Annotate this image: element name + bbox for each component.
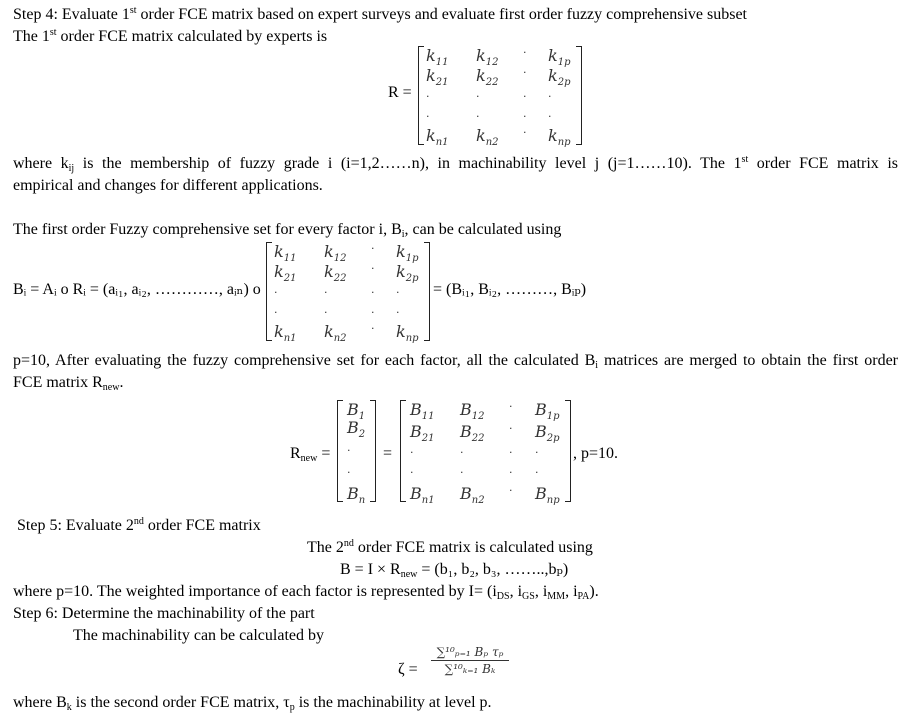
entry-subscript: 1p bbox=[557, 57, 571, 68]
matrix-r-entry bbox=[548, 126, 571, 148]
matrix-b-entry: · bbox=[509, 466, 513, 479]
left-bracket bbox=[400, 400, 406, 502]
subscript: MM bbox=[547, 591, 566, 602]
entry-subscript: np bbox=[546, 495, 560, 506]
matrix-b-entry: · bbox=[535, 446, 539, 459]
entry-subscript: 1 bbox=[358, 411, 366, 422]
where-kij-line2: empirical and changes for different applications. bbox=[13, 177, 323, 194]
entry-subscript: 2p bbox=[557, 77, 571, 88]
matrix-r-entry: · bbox=[523, 46, 527, 59]
fraction-bar bbox=[431, 660, 509, 661]
matrix-b-entry bbox=[535, 484, 560, 506]
matrix-r-entry: · bbox=[548, 110, 552, 123]
matrix-r-repeat-entry bbox=[396, 262, 418, 284]
entry-symbol: k bbox=[324, 242, 334, 261]
text: B = I × R bbox=[340, 561, 401, 578]
matrix-b-column-entry: · bbox=[347, 444, 351, 457]
text: The 1 bbox=[13, 28, 50, 45]
entry-symbol: k bbox=[274, 262, 284, 281]
fraction-denominator: ∑¹⁰ₖ₌₁ Bₖ bbox=[444, 662, 496, 676]
entry-symbol: B bbox=[535, 400, 547, 419]
matrix-b-entry bbox=[410, 400, 435, 422]
matrix-b-entry: · bbox=[410, 466, 414, 479]
equals-sign: = bbox=[383, 445, 393, 462]
right-bracket bbox=[576, 46, 582, 145]
entry-symbol: k bbox=[324, 322, 334, 341]
text: where k bbox=[13, 155, 69, 172]
entry-subscript: 2p bbox=[405, 273, 419, 284]
right-bracket bbox=[424, 242, 430, 341]
matrix-r-repeat-entry bbox=[274, 262, 296, 284]
entry-symbol: k bbox=[548, 46, 558, 65]
matrix-r-repeat-entry: · bbox=[371, 306, 375, 319]
text: is the membership of fuzzy grade i (i=1,2……n), in machinability level j (j=1……10). The 1 bbox=[74, 155, 742, 172]
superscript: nd bbox=[133, 516, 144, 527]
entry-subscript: 11 bbox=[435, 57, 449, 68]
matrix-r-entry bbox=[548, 66, 570, 88]
entry-symbol: B bbox=[535, 484, 547, 503]
bi-intro bbox=[13, 220, 561, 240]
matrix-r-repeat-entry: · bbox=[371, 242, 375, 255]
matrix-b-entry bbox=[410, 484, 435, 506]
entry-symbol: k bbox=[274, 322, 284, 341]
entry-subscript: n1 bbox=[435, 137, 449, 148]
bi-equation-left: Bᵢ = Aᵢ o Rᵢ = (aᵢ₁, aᵢ₂, …………, aᵢₙ) o bbox=[13, 281, 261, 298]
entry-symbol: k bbox=[476, 126, 486, 145]
matrix-b-entry bbox=[460, 400, 485, 422]
matrix-r-repeat-entry: · bbox=[274, 306, 278, 319]
matrix-b-entry: · bbox=[509, 484, 513, 497]
entry-symbol: B bbox=[410, 422, 422, 441]
right-bracket bbox=[370, 400, 376, 502]
matrix-r-repeat-entry: · bbox=[396, 306, 400, 319]
entry-subscript: 22 bbox=[471, 433, 485, 444]
entry-subscript: 11 bbox=[283, 253, 297, 264]
text: where B bbox=[13, 694, 67, 711]
superscript: st bbox=[49, 27, 57, 38]
matrix-r-entry: · bbox=[476, 90, 480, 103]
matrix-r-entry bbox=[476, 126, 499, 148]
text: ). bbox=[589, 583, 599, 600]
superscript: st bbox=[741, 154, 749, 165]
entry-subscript: 1p bbox=[405, 253, 419, 264]
matrix-r-repeat bbox=[266, 242, 431, 342]
matrix-b-entry: · bbox=[460, 446, 464, 459]
matrix-b-entry bbox=[535, 422, 560, 444]
matrix-r-entry bbox=[548, 46, 570, 68]
entry-symbol: k bbox=[476, 66, 486, 85]
subscript: DS bbox=[496, 591, 510, 602]
fraction-numerator: ∑¹⁰ₚ₌₁ Bₚ τₚ bbox=[436, 645, 504, 659]
matrix-r-repeat-entry: · bbox=[371, 322, 375, 335]
matrix-r-repeat-entry bbox=[324, 242, 346, 264]
matrix-r-entry bbox=[426, 126, 449, 148]
matrix-b-entry: · bbox=[410, 446, 414, 459]
matrix-b-column-entry bbox=[347, 418, 365, 440]
matrix-r-repeat-entry bbox=[324, 262, 346, 284]
step4-line2 bbox=[13, 27, 327, 47]
matrix-b-entry bbox=[460, 484, 485, 506]
superscript: nd bbox=[343, 538, 354, 549]
text: matrices are merged to obtain the first order bbox=[598, 352, 899, 369]
text: is the machinability at level p. bbox=[294, 694, 492, 711]
matrix-b-column-entry bbox=[347, 484, 365, 506]
matrix-r-entry: · bbox=[426, 90, 430, 103]
text: , i bbox=[509, 583, 523, 600]
entry-symbol: B bbox=[410, 484, 422, 503]
matrix-b-column bbox=[337, 400, 377, 506]
step6-calc: The machinability can be calculated by bbox=[73, 627, 324, 644]
matrix-r-entry bbox=[426, 46, 448, 68]
subscript: new bbox=[102, 382, 120, 393]
text: FCE matrix R bbox=[13, 374, 103, 391]
step6-where bbox=[13, 693, 492, 713]
entry-symbol: k bbox=[396, 322, 406, 341]
subscript: i bbox=[401, 229, 405, 240]
entry-subscript: n2 bbox=[471, 495, 485, 506]
matrix-r-repeat-entry: · bbox=[324, 286, 328, 299]
entry-symbol: k bbox=[548, 126, 558, 145]
text: Step 5: Evaluate 2 bbox=[17, 517, 134, 534]
entry-subscript: n1 bbox=[283, 333, 297, 344]
entry-symbol: k bbox=[426, 66, 436, 85]
step4-heading bbox=[13, 5, 747, 25]
matrix-r-entry: · bbox=[476, 110, 480, 123]
zeta-label: ζ = bbox=[398, 661, 418, 678]
matrix-r-repeat-entry bbox=[274, 242, 296, 264]
matrix-r-repeat-entry: · bbox=[274, 286, 278, 299]
matrix-r bbox=[418, 46, 583, 146]
entry-symbol: k bbox=[324, 262, 334, 281]
entry-subscript: np bbox=[557, 137, 571, 148]
matrix-r-entry bbox=[476, 46, 498, 68]
matrix-b-entry bbox=[535, 400, 560, 422]
step5-equation bbox=[340, 560, 568, 580]
step6-heading: Step 6: Determine the machinability of the part bbox=[13, 605, 315, 622]
superscript: st bbox=[129, 5, 137, 16]
matrix-b-entry bbox=[410, 422, 435, 444]
entry-symbol: B bbox=[460, 400, 472, 419]
entry-symbol: B bbox=[410, 400, 422, 419]
matrix-r-entry bbox=[476, 66, 498, 88]
matrix-b-entry: · bbox=[509, 446, 513, 459]
subscript: ij bbox=[68, 163, 75, 174]
text: order FCE matrix is calculated using bbox=[353, 539, 593, 556]
text: The first order Fuzzy comprehensive set for every factor i, B bbox=[13, 221, 402, 238]
entry-symbol: k bbox=[426, 46, 436, 65]
text: , i bbox=[565, 583, 578, 600]
zeta-fraction bbox=[429, 645, 511, 676]
step5-heading bbox=[17, 516, 261, 536]
entry-symbol: B bbox=[347, 484, 359, 503]
entry-subscript: 2p bbox=[546, 433, 560, 444]
subscript: new bbox=[300, 453, 318, 464]
left-bracket bbox=[266, 242, 272, 341]
subscript: PA bbox=[577, 591, 590, 602]
subscript: i bbox=[595, 360, 599, 371]
text: R bbox=[290, 445, 301, 462]
p10-line2 bbox=[13, 373, 123, 393]
matrix-r-repeat-entry bbox=[274, 322, 297, 344]
entry-symbol: k bbox=[396, 242, 406, 261]
subscript: k bbox=[66, 702, 72, 713]
text: , can be calculated using bbox=[404, 221, 562, 238]
matrix-r-repeat-entry: · bbox=[324, 306, 328, 319]
entry-subscript: 2 bbox=[358, 429, 366, 440]
text: p=10, After evaluating the fuzzy comprehensive set for each factor, all the calculated B bbox=[13, 352, 596, 369]
text: where p=10. The weighted importance of each factor is represented by I= (i bbox=[13, 583, 497, 600]
entry-symbol: k bbox=[426, 126, 436, 145]
entry-subscript: 1p bbox=[546, 411, 560, 422]
entry-subscript: n1 bbox=[421, 495, 435, 506]
entry-symbol: k bbox=[476, 46, 486, 65]
text: The 2 bbox=[307, 539, 344, 556]
entry-subscript: 12 bbox=[471, 411, 485, 422]
subscript: p bbox=[289, 702, 295, 713]
entry-subscript: n bbox=[358, 495, 366, 506]
matrix-r-entry: · bbox=[523, 66, 527, 79]
matrix-r-entry bbox=[426, 66, 448, 88]
entry-symbol: B bbox=[535, 422, 547, 441]
matrix-b-column-entry: · bbox=[347, 466, 351, 479]
text: = bbox=[317, 445, 331, 462]
text: Step 4: Evaluate 1 bbox=[13, 6, 130, 23]
left-bracket bbox=[337, 400, 343, 502]
text: order FCE matrix bbox=[143, 517, 261, 534]
text: , i bbox=[534, 583, 548, 600]
r-label: R = bbox=[388, 84, 412, 101]
subscript: new bbox=[400, 569, 418, 580]
right-bracket bbox=[565, 400, 571, 502]
matrix-b-entry bbox=[460, 422, 485, 444]
rnew-tail: , p=10. bbox=[573, 445, 619, 462]
entry-subscript: np bbox=[405, 333, 419, 344]
left-bracket bbox=[418, 46, 424, 145]
entry-subscript: n2 bbox=[333, 333, 347, 344]
matrix-r-repeat-entry: · bbox=[396, 286, 400, 299]
where-kij-line1 bbox=[13, 154, 898, 174]
entry-subscript: 21 bbox=[435, 77, 449, 88]
entry-subscript: 22 bbox=[333, 273, 347, 284]
matrix-b-entry: · bbox=[509, 422, 513, 435]
matrix-r-entry: · bbox=[523, 90, 527, 103]
matrix-r-entry: · bbox=[426, 110, 430, 123]
entry-symbol: B bbox=[460, 484, 472, 503]
step5-calc bbox=[307, 538, 593, 558]
entry-symbol: B bbox=[347, 400, 359, 419]
entry-subscript: 22 bbox=[485, 77, 499, 88]
entry-symbol: k bbox=[396, 262, 406, 281]
matrix-b bbox=[400, 400, 572, 506]
text: order FCE matrix based on expert surveys and evaluate first order fuzzy comprehensive subset bbox=[136, 6, 747, 23]
text: = (b₁, b₂, b₃, ……..,bₚ) bbox=[417, 561, 569, 578]
entry-subscript: 12 bbox=[485, 57, 499, 68]
p10-line1 bbox=[13, 351, 898, 371]
subscript: GS bbox=[522, 591, 535, 602]
entry-subscript: n2 bbox=[485, 137, 499, 148]
matrix-r-entry: · bbox=[523, 110, 527, 123]
rnew-label bbox=[290, 444, 330, 464]
entry-subscript: 21 bbox=[421, 433, 435, 444]
matrix-b-entry: · bbox=[509, 400, 513, 413]
matrix-r-entry: · bbox=[548, 90, 552, 103]
matrix-r-repeat-entry: · bbox=[371, 286, 375, 299]
step5-weights bbox=[13, 582, 599, 602]
matrix-r-repeat-entry bbox=[396, 242, 418, 264]
matrix-r-repeat-entry bbox=[396, 322, 419, 344]
entry-symbol: B bbox=[347, 418, 359, 437]
matrix-b-entry: · bbox=[460, 466, 464, 479]
entry-symbol: B bbox=[460, 422, 472, 441]
text: order FCE matrix is bbox=[748, 155, 898, 172]
entry-subscript: 12 bbox=[333, 253, 347, 264]
entry-symbol: k bbox=[548, 66, 558, 85]
entry-subscript: 21 bbox=[283, 273, 297, 284]
text: is the second order FCE matrix, τ bbox=[71, 694, 290, 711]
bi-equation-right: = (Bᵢ₁, Bᵢ₂, ………, Bᵢₚ) bbox=[433, 281, 587, 298]
entry-subscript: 11 bbox=[421, 411, 435, 422]
text: . bbox=[119, 374, 124, 391]
text: order FCE matrix calculated by experts is bbox=[56, 28, 328, 45]
matrix-r-entry: · bbox=[523, 126, 527, 139]
entry-symbol: k bbox=[274, 242, 284, 261]
matrix-b-entry: · bbox=[535, 466, 539, 479]
matrix-r-repeat-entry: · bbox=[371, 262, 375, 275]
matrix-r-repeat-entry bbox=[324, 322, 347, 344]
